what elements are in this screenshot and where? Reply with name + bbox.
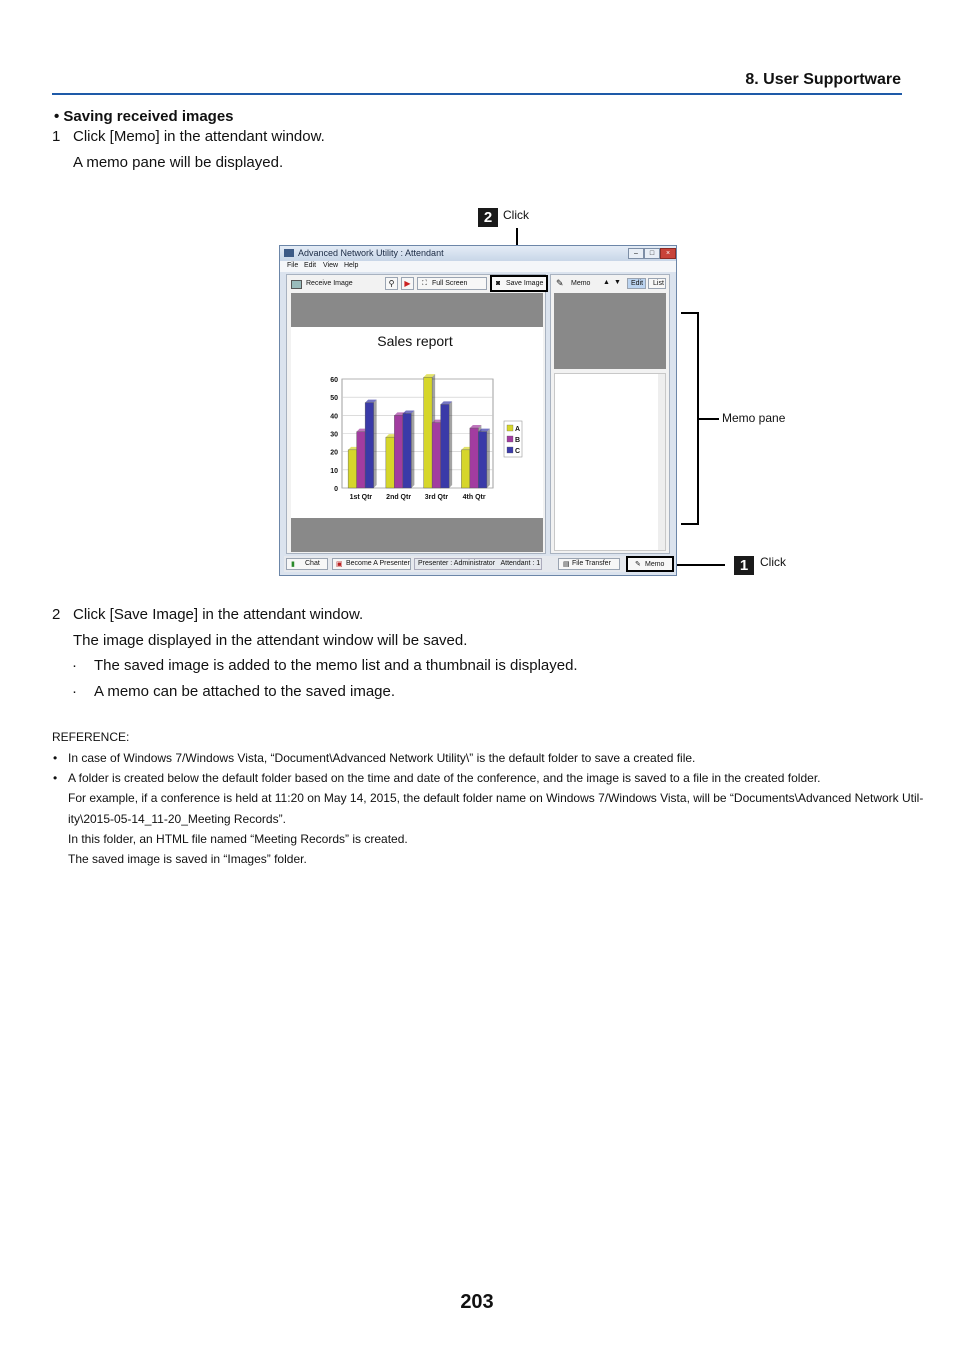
step-2-number: 2 (52, 606, 61, 623)
legend-swatch-B (507, 436, 513, 442)
bar-side-C-0 (374, 400, 377, 488)
bar-C-2 (441, 404, 450, 488)
edit-button[interactable] (627, 278, 646, 289)
callout-badge-1: 1 (734, 556, 754, 575)
app-icon (284, 249, 294, 257)
bar-B-0 (357, 432, 366, 488)
step-2-body: The image displayed in the attendant window will be saved. (73, 632, 468, 649)
full-screen-icon: ⛶ (422, 280, 427, 287)
image-bottom-gray (291, 518, 543, 552)
callout-click-top: Click (503, 208, 529, 222)
save-image-button[interactable] (490, 275, 548, 292)
image-pane (286, 274, 546, 554)
legend-label-C: C (515, 448, 521, 455)
zoom-icon[interactable]: ⚲ (385, 277, 398, 290)
chart-title: Sales report (377, 333, 453, 349)
pointer-icon[interactable]: ▶ (401, 277, 414, 290)
reference-bullet-1: • (53, 751, 58, 765)
menu-bar (280, 261, 676, 272)
memo-pane-label: Memo pane (722, 411, 786, 425)
receive-image-label: Receive Image (306, 280, 353, 287)
reference-item-2-line-4: In this folder, an HTML file named “Meeting Records” is created. (68, 832, 408, 846)
memo-button-label: Memo (645, 561, 665, 568)
menu-file[interactable]: File (287, 262, 299, 269)
x-tick-label-1: 2nd Qtr (386, 494, 412, 501)
minimize-icon[interactable]: – (628, 248, 644, 259)
x-tick-label-0: 1st Qtr (349, 494, 373, 501)
chat-icon: ▮ (291, 561, 295, 568)
legend-label-B: B (515, 437, 521, 444)
step-1-body: A memo pane will be displayed. (73, 154, 284, 171)
menu-edit[interactable]: Edit (304, 262, 317, 269)
note-1: The saved image is added to the memo list and a thumbnail is displayed. (94, 657, 578, 674)
full-screen-button[interactable] (417, 277, 487, 290)
chat-label: Chat (305, 560, 320, 567)
full-screen-label: Full Screen (432, 280, 468, 287)
memo-thumbnail (554, 293, 666, 369)
reference-label: REFERENCE: (52, 730, 130, 744)
bar-B-2 (432, 423, 441, 488)
running-header: 8. User Supportware (745, 71, 901, 88)
monitor-icon (291, 280, 302, 289)
window-title: Advanced Network Utility : Attendant (298, 248, 444, 258)
bar-C-1 (403, 414, 412, 488)
bar-A-2 (424, 377, 433, 488)
note-1-bullet: · (72, 657, 77, 674)
maximize-icon[interactable]: □ (644, 248, 660, 259)
legend-swatch-C (507, 447, 513, 453)
bar-B-3 (470, 428, 479, 488)
callout-click-bottom: Click (760, 555, 786, 569)
page-number: 203 (460, 1291, 494, 1313)
memo-title-label: Memo (571, 280, 591, 287)
memo-pane-leader (699, 418, 719, 420)
memo-text-area[interactable] (554, 373, 666, 551)
presenter-info (414, 558, 542, 570)
memo-scrollbar[interactable] (658, 374, 665, 550)
y-tick-label-0: 0 (334, 486, 338, 493)
memo-pencil-icon: ✎ (635, 561, 641, 568)
file-transfer-button[interactable] (558, 558, 620, 570)
become-presenter-button[interactable] (332, 558, 411, 570)
arrow-down-icon[interactable]: ▼ (614, 279, 621, 286)
step-2-title: Click [Save Image] in the attendant window. (73, 606, 364, 623)
bar-C-3 (478, 432, 487, 488)
camera-icon: ◙ (496, 280, 501, 287)
received-image (291, 327, 543, 518)
file-transfer-label: File Transfer (572, 560, 611, 567)
bar-A-0 (348, 450, 357, 488)
callout-line-bottom (675, 564, 725, 566)
image-top-gray (291, 293, 543, 327)
bar-side-C-1 (411, 411, 414, 488)
presenter-icon: ▣ (336, 561, 343, 568)
chat-button[interactable] (286, 558, 328, 570)
list-button[interactable] (648, 278, 666, 289)
edit-label: Edit (631, 280, 644, 287)
menu-help[interactable]: Help (344, 262, 359, 269)
pencil-icon: ✎ (556, 278, 564, 288)
section-heading: • Saving received images (54, 108, 234, 125)
note-2-bullet: · (72, 683, 77, 700)
presenter-info-text: Presenter : Administrator Attendant : 1 (418, 560, 541, 567)
bar-side-C-2 (449, 401, 452, 488)
close-icon[interactable]: × (660, 248, 676, 259)
bar-C-0 (365, 403, 374, 488)
sales-chart (291, 327, 543, 518)
legend-label-A: A (515, 426, 521, 433)
y-tick-label-5: 50 (330, 395, 338, 403)
attendant-window (279, 245, 677, 576)
y-tick-label-6: 60 (330, 377, 338, 384)
menu-view[interactable]: View (323, 262, 339, 269)
callout-badge-2: 2 (478, 208, 498, 227)
memo-pane-bracket (681, 312, 699, 525)
reference-bullet-2: • (53, 771, 58, 785)
reference-item-2-line-3: ity\2015-05-14_11-20_Meeting Records”. (68, 812, 286, 826)
memo-pane (550, 274, 670, 554)
y-tick-label-2: 20 (330, 449, 338, 457)
bar-A-1 (386, 437, 395, 488)
y-tick-label-3: 30 (330, 431, 338, 439)
x-tick-label-3: 4th Qtr (462, 494, 486, 501)
become-presenter-label: Become A Presenter (346, 560, 410, 567)
bar-A-3 (461, 450, 470, 488)
save-image-label: Save Image (506, 280, 544, 287)
step-1-title: Click [Memo] in the attendant window. (73, 128, 325, 145)
header-rule (52, 93, 902, 95)
step-1-number: 1 (52, 128, 61, 145)
y-tick-label-1: 10 (330, 467, 338, 475)
reference-item-1: In case of Windows 7/Windows Vista, “Document\Advanced Network Utility\” is the default folder to save a created file. (68, 751, 696, 765)
note-2: A memo can be attached to the saved image. (94, 683, 396, 700)
file-icon: ▤ (563, 561, 570, 568)
legend-swatch-A (507, 425, 513, 431)
reference-item-2-line-2: For example, if a conference is held at 11:20 on May 14, 2015, the default folder name on Windows 7/Windows Vista, will be “Documents\Advanced Network Util- (68, 791, 924, 805)
list-label: List (653, 280, 664, 287)
x-tick-label-2: 3rd Qtr (424, 494, 449, 501)
bar-side-C-3 (487, 429, 490, 488)
reference-item-2-line-5: The saved image is saved in “Images” folder. (68, 852, 307, 866)
memo-button[interactable] (626, 556, 674, 572)
reference-item-2-line-1: A folder is created below the default folder based on the time and date of the conference, and the image is saved to a file in the created folder. (68, 771, 821, 785)
arrow-up-icon[interactable]: ▲ (603, 279, 610, 286)
bar-B-1 (394, 415, 403, 488)
y-tick-label-4: 40 (330, 413, 338, 421)
